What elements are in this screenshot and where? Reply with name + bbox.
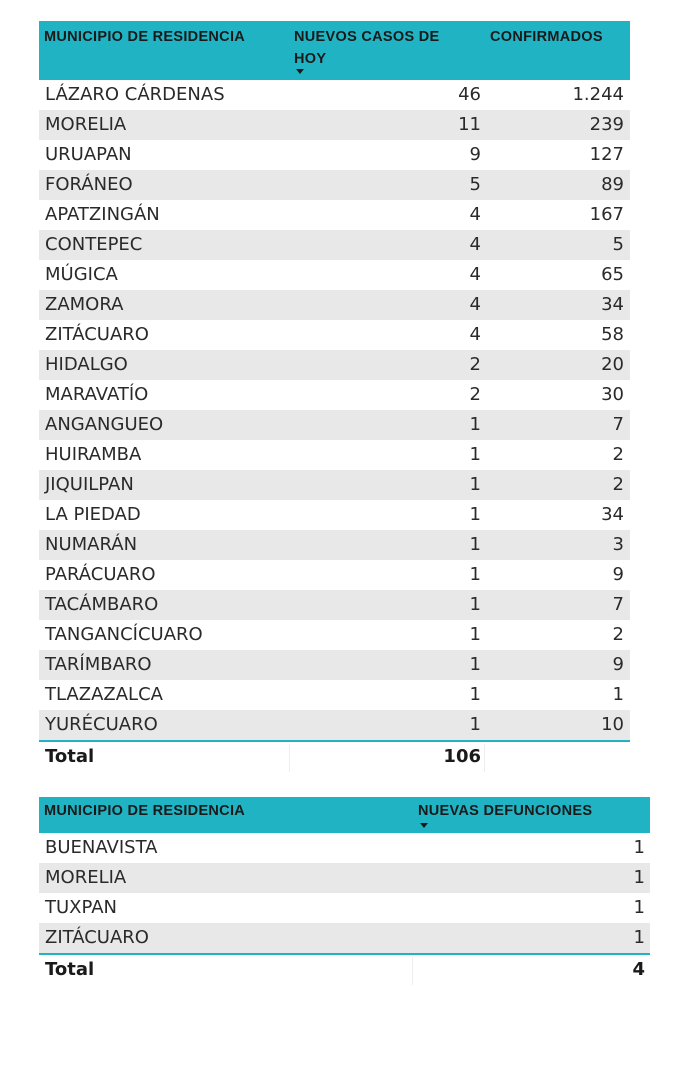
header-nuevas-defunciones[interactable]: NUEVAS DEFUNCIONES bbox=[418, 803, 593, 819]
cell-municipio: APATZINGÁN bbox=[45, 204, 160, 225]
cell-defunciones: 1 bbox=[633, 867, 645, 888]
cell-nuevos-casos: 1 bbox=[469, 654, 481, 675]
cell-nuevos-casos: 4 bbox=[469, 324, 481, 345]
table-row[interactable] bbox=[39, 80, 630, 110]
table-row[interactable] bbox=[39, 380, 630, 410]
total-nuevos: 106 bbox=[443, 746, 481, 767]
cell-municipio: MORELIA bbox=[45, 867, 127, 888]
header-nuevos-casos[interactable]: NUEVOS CASOS DE HOY bbox=[294, 29, 440, 67]
table-row[interactable] bbox=[39, 200, 630, 230]
cell-confirmados: 10 bbox=[601, 714, 624, 735]
total-label: Total bbox=[45, 959, 95, 980]
cell-municipio: MORELIA bbox=[45, 114, 127, 135]
table-row[interactable] bbox=[39, 590, 630, 620]
cell-municipio: MÚGICA bbox=[45, 264, 118, 285]
cell-municipio: ZITÁCUARO bbox=[45, 324, 149, 345]
cell-confirmados: 7 bbox=[612, 594, 624, 615]
table-row[interactable] bbox=[39, 620, 630, 650]
cell-confirmados: 1.244 bbox=[572, 84, 624, 105]
cell-confirmados: 7 bbox=[612, 414, 624, 435]
cell-municipio: TUXPAN bbox=[45, 897, 117, 918]
table-row[interactable] bbox=[39, 530, 630, 560]
cell-defunciones: 1 bbox=[633, 897, 645, 918]
divider bbox=[289, 744, 290, 772]
cell-nuevos-casos: 1 bbox=[469, 564, 481, 585]
table-row[interactable] bbox=[39, 230, 630, 260]
cell-nuevos-casos: 1 bbox=[469, 684, 481, 705]
table-row[interactable] bbox=[39, 320, 630, 350]
deaths-table bbox=[39, 797, 650, 987]
cell-confirmados: 5 bbox=[612, 234, 624, 255]
divider bbox=[484, 744, 485, 772]
cell-municipio: TANGANCÍCUARO bbox=[45, 624, 203, 645]
cell-confirmados: 9 bbox=[612, 564, 624, 585]
table-row[interactable] bbox=[39, 410, 630, 440]
cell-nuevos-casos: 11 bbox=[458, 114, 481, 135]
table-row[interactable] bbox=[39, 923, 650, 953]
cell-nuevos-casos: 1 bbox=[469, 534, 481, 555]
cell-defunciones: 1 bbox=[633, 927, 645, 948]
cell-confirmados: 2 bbox=[612, 444, 624, 465]
cell-defunciones: 1 bbox=[633, 837, 645, 858]
cell-nuevos-casos: 4 bbox=[469, 264, 481, 285]
cell-confirmados: 2 bbox=[612, 474, 624, 495]
cell-municipio: HIDALGO bbox=[45, 354, 128, 375]
header-municipio[interactable]: MUNICIPIO DE RESIDENCIA bbox=[44, 29, 246, 45]
cases-table bbox=[39, 21, 630, 774]
cell-confirmados: 127 bbox=[589, 144, 624, 165]
total-label: Total bbox=[45, 746, 95, 767]
cell-municipio: CONTEPEC bbox=[45, 234, 143, 255]
cell-municipio: FORÁNEO bbox=[45, 174, 133, 195]
cell-municipio: MARAVATÍO bbox=[45, 384, 149, 405]
cell-confirmados: 89 bbox=[601, 174, 624, 195]
cell-nuevos-casos: 2 bbox=[469, 354, 481, 375]
cell-nuevos-casos: 1 bbox=[469, 444, 481, 465]
cell-confirmados: 239 bbox=[589, 114, 624, 135]
cell-confirmados: 65 bbox=[601, 264, 624, 285]
cell-municipio: NUMARÁN bbox=[45, 534, 138, 555]
cell-municipio: JIQUILPAN bbox=[45, 474, 134, 495]
table-row[interactable] bbox=[39, 833, 650, 863]
total-defunciones: 4 bbox=[632, 959, 645, 980]
table-row[interactable] bbox=[39, 470, 630, 500]
table-row[interactable] bbox=[39, 440, 630, 470]
cell-nuevos-casos: 1 bbox=[469, 414, 481, 435]
table-row[interactable] bbox=[39, 650, 630, 680]
cell-confirmados: 2 bbox=[612, 624, 624, 645]
deaths-total-row bbox=[39, 953, 650, 987]
deaths-table-body bbox=[39, 833, 650, 953]
table-row[interactable] bbox=[39, 170, 630, 200]
cell-confirmados: 34 bbox=[601, 294, 624, 315]
cell-confirmados: 1 bbox=[612, 684, 624, 705]
cell-municipio: HUIRAMBA bbox=[45, 444, 142, 465]
table-row[interactable] bbox=[39, 560, 630, 590]
cell-municipio: PARÁCUARO bbox=[45, 564, 156, 585]
cell-nuevos-casos: 4 bbox=[469, 234, 481, 255]
cell-confirmados: 20 bbox=[601, 354, 624, 375]
deaths-table-header bbox=[39, 797, 650, 833]
cell-confirmados: 167 bbox=[589, 204, 624, 225]
cell-municipio: BUENAVISTA bbox=[45, 837, 158, 858]
cell-nuevos-casos: 4 bbox=[469, 294, 481, 315]
cell-confirmados: 3 bbox=[612, 534, 624, 555]
cell-confirmados: 58 bbox=[601, 324, 624, 345]
table-row[interactable] bbox=[39, 893, 650, 923]
header-confirmados[interactable]: CONFIRMADOS bbox=[490, 29, 603, 45]
header-municipio[interactable]: MUNICIPIO DE RESIDENCIA bbox=[44, 803, 246, 819]
cell-nuevos-casos: 1 bbox=[469, 474, 481, 495]
cell-nuevos-casos: 2 bbox=[469, 384, 481, 405]
cell-nuevos-casos: 9 bbox=[469, 144, 481, 165]
cases-total-row bbox=[39, 740, 630, 774]
cell-municipio: TLAZAZALCA bbox=[45, 684, 163, 705]
cell-nuevos-casos: 1 bbox=[469, 624, 481, 645]
table-row[interactable] bbox=[39, 680, 630, 710]
cell-confirmados: 9 bbox=[612, 654, 624, 675]
cell-confirmados: 34 bbox=[601, 504, 624, 525]
table-row[interactable] bbox=[39, 110, 630, 140]
cell-nuevos-casos: 4 bbox=[469, 204, 481, 225]
cell-nuevos-casos: 1 bbox=[469, 714, 481, 735]
table-row[interactable] bbox=[39, 710, 630, 740]
cell-nuevos-casos: 46 bbox=[458, 84, 481, 105]
cell-municipio: YURÉCUARO bbox=[45, 714, 158, 735]
table-row[interactable] bbox=[39, 863, 650, 893]
table-row[interactable] bbox=[39, 260, 630, 290]
cell-municipio: TACÁMBARO bbox=[45, 594, 159, 615]
table-row[interactable] bbox=[39, 290, 630, 320]
cell-municipio: ANGANGUEO bbox=[45, 414, 164, 435]
cell-municipio: URUAPAN bbox=[45, 144, 132, 165]
cell-nuevos-casos: 5 bbox=[469, 174, 481, 195]
cases-table-body bbox=[39, 80, 630, 740]
cell-municipio: TARÍMBARO bbox=[45, 654, 152, 675]
cell-municipio: LÁZARO CÁRDENAS bbox=[45, 84, 225, 105]
sort-descending-icon[interactable] bbox=[296, 69, 304, 74]
table-row[interactable] bbox=[39, 500, 630, 530]
divider bbox=[412, 957, 413, 985]
sort-descending-icon[interactable] bbox=[420, 823, 428, 828]
table-row[interactable] bbox=[39, 140, 630, 170]
cases-table-header bbox=[39, 21, 630, 80]
cell-nuevos-casos: 1 bbox=[469, 594, 481, 615]
table-row[interactable] bbox=[39, 350, 630, 380]
cell-confirmados: 30 bbox=[601, 384, 624, 405]
cell-nuevos-casos: 1 bbox=[469, 504, 481, 525]
cell-municipio: LA PIEDAD bbox=[45, 504, 141, 525]
cell-municipio: ZAMORA bbox=[45, 294, 124, 315]
cell-municipio: ZITÁCUARO bbox=[45, 927, 149, 948]
